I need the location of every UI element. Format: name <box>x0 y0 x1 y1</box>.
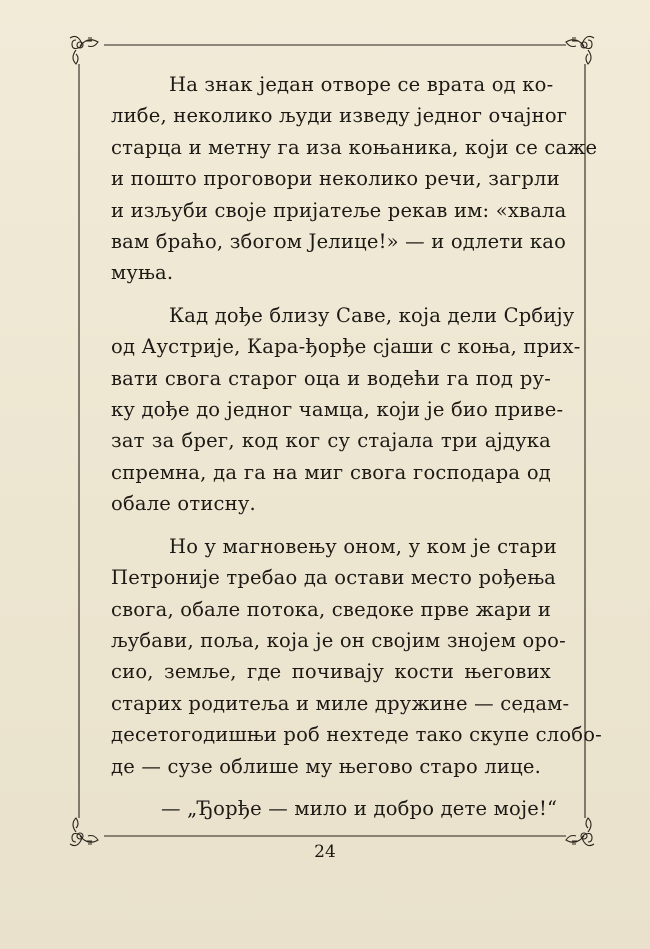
text-line: старих родитеља и миле дружине — седам- <box>111 691 570 715</box>
text-line: и пошто проговори неколико речи, загрли <box>111 167 560 191</box>
text-line: муња. <box>111 261 174 285</box>
closing-line: — „Ђорђе — мило и добро дете моје!“ <box>161 796 558 820</box>
text-line: либе, неколико људи изведу једног очајног <box>111 104 568 128</box>
text-line: спремна, да га на миг свога господара од <box>111 460 551 484</box>
text-line: старца и метну га иза коњаника, који се саже <box>111 135 598 159</box>
text-line: вати свога старог оца и водећи га под ру- <box>111 366 551 390</box>
paragraph-3 <box>111 531 602 782</box>
text-line: обале отисну. <box>111 492 256 516</box>
text-line: од Аустрије, Кара-ђорђе сјаши с коња, прих- <box>111 335 581 359</box>
text-line: де — сузе облише му његово старо лице. <box>111 754 541 778</box>
text-line: свога, обале потока, сведоке прве жари и <box>111 597 552 621</box>
text-line: љубави, поља, која је он својим знојем оро- <box>111 628 566 652</box>
text-line: На знак један отворе се врата од ко- <box>169 73 554 96</box>
text-line: и изљуби своје пријатеље рекав им: «хвала <box>111 198 567 222</box>
text-line: десетогодишњи роб нехтеде тако скупе слобо- <box>111 723 602 747</box>
corner-ornament-top-right <box>566 36 594 64</box>
body-text <box>111 69 602 835</box>
text-line: зат за брег, код ког су стајала три ајдука <box>111 429 551 453</box>
corner-ornament-top-left <box>70 36 98 64</box>
paragraph-1 <box>111 69 598 289</box>
text-line: вам браћо, збогом Јелице!» — и одлети као <box>111 230 567 254</box>
text-line: Петроније требао да остави место рођења <box>111 566 557 590</box>
text-line: ку дође до једног чамца, који је био приве- <box>111 398 564 422</box>
text-line: сио, земље, где почивају кости његових <box>111 660 551 684</box>
text-line: Но у магновењу оном, у ком је стари <box>169 534 557 558</box>
paragraph-closing <box>111 793 558 824</box>
text-line: Кад дође близу Саве, која дели Србију <box>169 303 575 327</box>
page-number: 24 <box>314 842 336 862</box>
paragraph-2 <box>111 300 581 520</box>
